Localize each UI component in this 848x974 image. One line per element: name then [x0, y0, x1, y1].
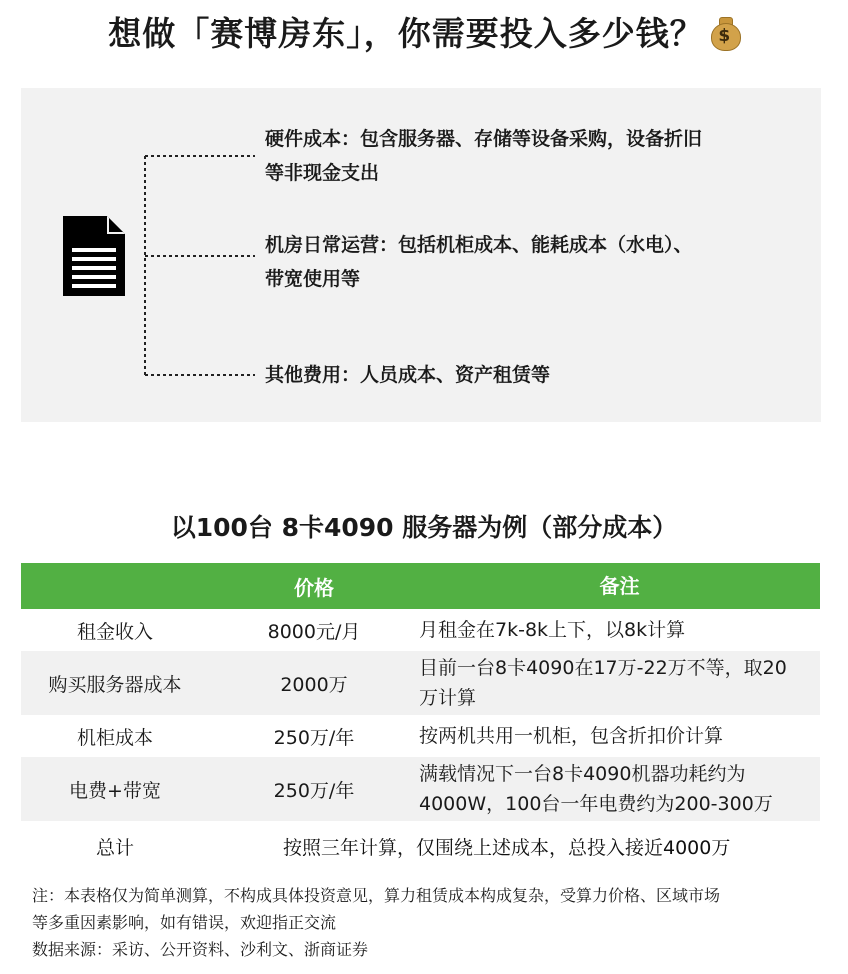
column-header-note: 备注 — [599, 574, 640, 598]
row-note: 按两机共用一机柜，包含折扣价计算 — [419, 725, 724, 747]
row-price: 250万/年 — [273, 779, 355, 802]
cost-item-other: 其他费用：人员成本、资产租赁等 — [265, 364, 551, 386]
table-title: 以100台 8卡4090 服务器为例（部分成本） — [170, 513, 678, 542]
total-note: 按照三年计算，仅围绕上述成本，总投入接近4000万 — [283, 836, 731, 859]
total-label: 总计 — [95, 836, 134, 859]
row-price: 2000万 — [280, 673, 348, 696]
row-price: 8000元/月 — [267, 620, 361, 643]
row-note: 目前一台8卡4090在17万-22万不等，取20 万计算 — [419, 657, 787, 709]
row-label: 机柜成本 — [76, 726, 153, 749]
row-label: 电费+带宽 — [69, 779, 161, 802]
row-note: 满载情况下一台8卡4090机器功耗约为 4000W，100台一年电费约为200-300万 — [419, 763, 773, 815]
page-title-text: 想做「赛博房东」，你需要投入多少钱？ — [108, 14, 704, 53]
table-row — [21, 651, 820, 715]
cost-item-operations: 机房日常运营：包括机柜成本、能耗成本（水电）、 带宽使用等 — [265, 234, 693, 290]
table-row — [21, 715, 820, 757]
table-header-row — [21, 563, 820, 609]
table-row — [21, 757, 820, 821]
table-total-row — [21, 821, 820, 871]
cost-item-hardware: 硬件成本：包含服务器、存储等设备采购，设备折旧 等非现金支出 — [265, 128, 703, 184]
row-label: 购买服务器成本 — [48, 673, 182, 696]
money-bag-icon: $ — [710, 15, 740, 49]
data-source: 数据来源：采访、公开资料、沙利文、浙商证券 — [32, 940, 369, 959]
column-header-price: 价格 — [294, 575, 334, 600]
footnote-line: 等多重因素影响，如有错误，欢迎指正交流 — [32, 913, 337, 932]
row-note: 月租金在7k-8k上下，以8k计算 — [419, 619, 686, 641]
row-label: 租金收入 — [76, 620, 153, 643]
cost-table — [21, 563, 820, 871]
cost-breakdown-panel — [21, 88, 821, 422]
page-title — [0, 8, 848, 55]
footnote-line: 注：本表格仅为简单测算，不构成具体投资意见，算力租赁成本构成复杂，受算力价格、区域市场 — [32, 886, 721, 905]
table-row — [21, 609, 820, 651]
row-price: 250万/年 — [273, 726, 355, 749]
footnote — [32, 882, 822, 963]
